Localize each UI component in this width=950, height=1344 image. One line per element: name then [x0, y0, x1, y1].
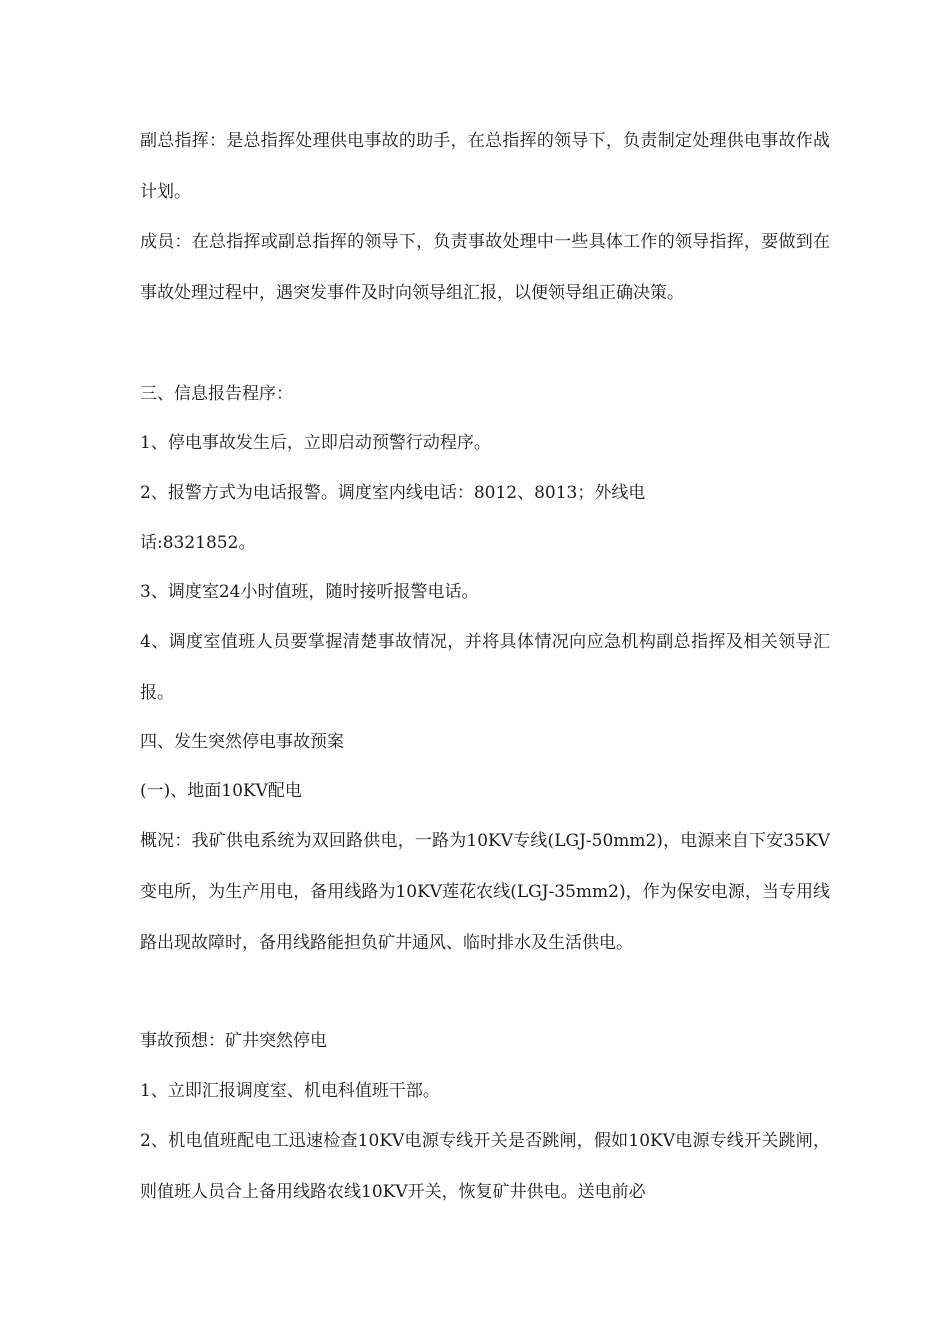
paragraph-step-1: 1、停电事故发生后，立即启动预警行动程序。	[140, 433, 491, 453]
paragraph-action-1: 1、立即汇报调度室、机电科值班干部。	[140, 1081, 440, 1101]
heading-info-report-procedure: 三、信息报告程序：	[140, 384, 293, 404]
paragraph-step-4: 4、调度室值班人员要掌握清楚事故情况，并将具体情况向应急机构副总指挥及相关领导汇报。	[140, 632, 830, 703]
paragraph-step-2-phone: 话:8321852。	[140, 533, 256, 553]
heading-ground-10kv: (一)、地面10KV配电	[140, 781, 302, 801]
heading-sudden-outage-plan: 四、发生突然停电事故预案	[140, 732, 344, 752]
paragraph-accident-scenario: 事故预想：矿井突然停电	[140, 1031, 327, 1051]
paragraph-deputy-commander: 副总指挥：是总指挥处理供电事故的助手，在总指挥的领导下，负责制定处理供电事故作战计划。	[140, 131, 830, 202]
paragraph-overview: 概况：我矿供电系统为双回路供电，一路为10KV专线(LGJ-50mm2)，电源来自下安35KV变电所，为生产用电，备用线路为10KV莲花农线(LGJ-35mm2)，作为保安电源，当专用线路出现故障时，备用线路能担负矿井通风、临时排水及生活供电。	[140, 831, 830, 953]
paragraph-step-2: 2、报警方式为电话报警。调度室内线电话：8012、8013；外线电	[140, 483, 646, 503]
paragraph-members: 成员：在总指挥或副总指挥的领导下，负责事故处理中一些具体工作的领导指挥，要做到在事故处理过程中，遇突发事件及时向领导组汇报，以便领导组正确决策。	[140, 232, 830, 303]
paragraph-step-3: 3、调度室24小时值班，随时接听报警电话。	[140, 582, 479, 602]
paragraph-action-2: 2、机电值班配电工迅速检查10KV电源专线开关是否跳闸，假如10KV电源专线开关跳闸，则值班人员合上备用线路农线10KV开关，恢复矿井供电。送电前必	[140, 1131, 830, 1202]
